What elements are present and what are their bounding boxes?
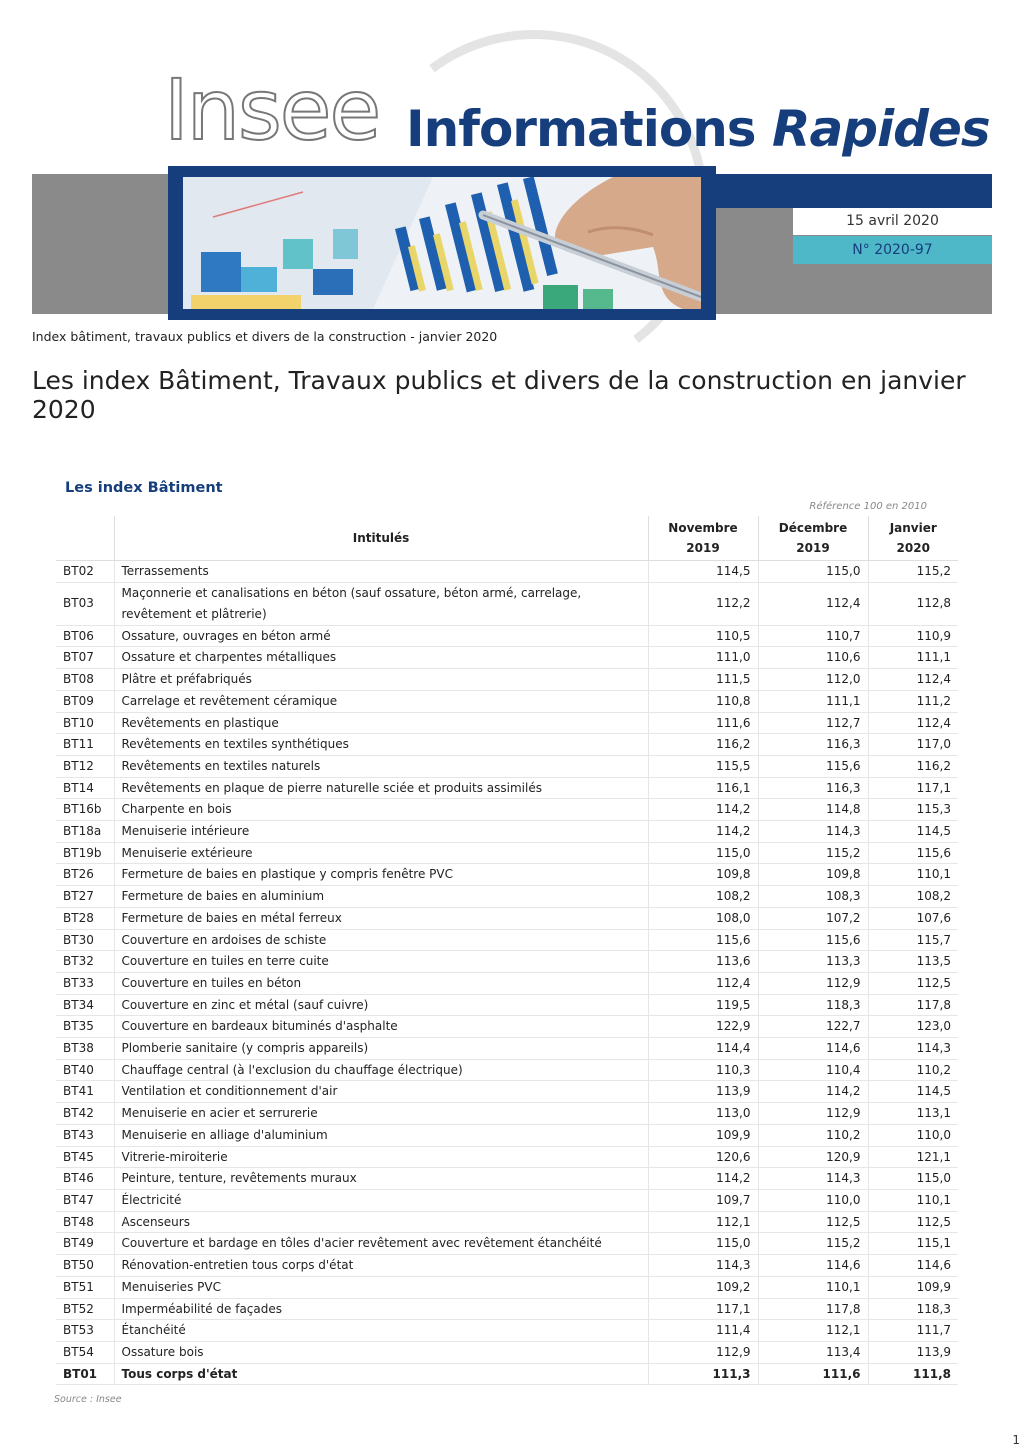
value-november-2019: 108,0: [648, 907, 758, 929]
chart-pen-illustration: [183, 177, 701, 309]
index-code: BT35: [56, 1016, 114, 1038]
index-label: Couverture en tuiles en béton: [114, 972, 648, 994]
index-label: Vitrerie-miroiterie: [114, 1146, 648, 1168]
value-january-2020: 112,5: [868, 1211, 958, 1233]
value-january-2020: 118,3: [868, 1298, 958, 1320]
header-blue-band: [715, 174, 992, 208]
table-row: [56, 972, 958, 994]
value-december-2019: 114,3: [758, 1168, 868, 1190]
index-code: BT34: [56, 994, 114, 1016]
value-january-2020: 114,3: [868, 1038, 958, 1060]
index-code: BT50: [56, 1255, 114, 1277]
table-row: [56, 821, 958, 843]
index-code: BT32: [56, 951, 114, 973]
index-code: BT53: [56, 1320, 114, 1342]
index-label: Revêtements en textiles synthétiques: [114, 734, 648, 756]
table-row: [56, 712, 958, 734]
value-december-2019: 111,6: [758, 1363, 868, 1385]
index-code: BT03: [56, 582, 114, 625]
index-code: BT09: [56, 690, 114, 712]
column-year: 2020: [896, 541, 930, 555]
index-label: Ossature et charpentes métalliques: [114, 647, 648, 669]
index-code: BT11: [56, 734, 114, 756]
publication-number: N° 2020-97: [793, 236, 992, 264]
value-january-2020: 116,2: [868, 755, 958, 777]
source-note: Source : Insee: [54, 1394, 122, 1405]
index-label: Ventilation et conditionnement d'air: [114, 1081, 648, 1103]
table-row: [56, 864, 958, 886]
brand-part2: Rapides: [771, 100, 990, 158]
value-december-2019: 115,6: [758, 755, 868, 777]
value-november-2019: 114,4: [648, 1038, 758, 1060]
value-january-2020: 115,3: [868, 799, 958, 821]
value-december-2019: 113,4: [758, 1341, 868, 1363]
index-label: Électricité: [114, 1189, 648, 1211]
value-january-2020: 117,8: [868, 994, 958, 1016]
table-row: [56, 1016, 958, 1038]
index-label: Imperméabilité de façades: [114, 1298, 648, 1320]
value-november-2019: 119,5: [648, 994, 758, 1016]
value-november-2019: 116,1: [648, 777, 758, 799]
reference-note: Référence 100 en 2010: [809, 501, 927, 512]
table-total-row: [56, 1363, 958, 1385]
value-november-2019: 113,0: [648, 1103, 758, 1125]
value-january-2020: 111,7: [868, 1320, 958, 1342]
label-column-header: Intitulés: [114, 516, 648, 561]
value-november-2019: 120,6: [648, 1146, 758, 1168]
value-december-2019: 107,2: [758, 907, 868, 929]
table-row: [56, 1059, 958, 1081]
value-january-2020: 114,5: [868, 1081, 958, 1103]
value-november-2019: 111,6: [648, 712, 758, 734]
value-november-2019: 112,2: [648, 582, 758, 625]
value-december-2019: 118,3: [758, 994, 868, 1016]
value-november-2019: 112,1: [648, 1211, 758, 1233]
value-january-2020: 108,2: [868, 886, 958, 908]
table-row: [56, 1233, 958, 1255]
table-row: [56, 1189, 958, 1211]
index-code: BT54: [56, 1341, 114, 1363]
index-code: BT10: [56, 712, 114, 734]
table-row: [56, 951, 958, 973]
value-january-2020: 123,0: [868, 1016, 958, 1038]
value-december-2019: 116,3: [758, 777, 868, 799]
index-code: BT18a: [56, 821, 114, 843]
index-code: BT07: [56, 647, 114, 669]
value-november-2019: 114,2: [648, 1168, 758, 1190]
index-code: BT01: [56, 1363, 114, 1385]
value-december-2019: 110,2: [758, 1124, 868, 1146]
index-code: BT02: [56, 561, 114, 583]
table-row: [56, 755, 958, 777]
value-november-2019: 109,7: [648, 1189, 758, 1211]
index-label: Rénovation-entretien tous corps d'état: [114, 1255, 648, 1277]
index-label: Couverture en tuiles en terre cuite: [114, 951, 648, 973]
value-january-2020: 117,1: [868, 777, 958, 799]
index-label: Couverture en ardoises de schiste: [114, 929, 648, 951]
value-november-2019: 110,3: [648, 1059, 758, 1081]
table-row: [56, 1146, 958, 1168]
value-january-2020: 111,2: [868, 690, 958, 712]
index-label: Menuiserie extérieure: [114, 842, 648, 864]
value-december-2019: 116,3: [758, 734, 868, 756]
value-november-2019: 114,5: [648, 561, 758, 583]
publication-date: 15 avril 2020: [793, 208, 992, 235]
column-year: 2019: [686, 541, 720, 555]
table-row: [56, 669, 958, 691]
table-row: [56, 1081, 958, 1103]
section-title: Les index Bâtiment: [65, 480, 223, 496]
value-december-2019: 110,4: [758, 1059, 868, 1081]
value-january-2020: 113,9: [868, 1341, 958, 1363]
value-november-2019: 113,9: [648, 1081, 758, 1103]
value-january-2020: 112,5: [868, 972, 958, 994]
value-january-2020: 107,6: [868, 907, 958, 929]
value-november-2019: 110,5: [648, 625, 758, 647]
value-november-2019: 110,8: [648, 690, 758, 712]
value-january-2020: 112,4: [868, 712, 958, 734]
index-code: BT46: [56, 1168, 114, 1190]
value-november-2019: 111,5: [648, 669, 758, 691]
column-year: 2019: [796, 541, 830, 555]
value-january-2020: 110,0: [868, 1124, 958, 1146]
index-label: Tous corps d'état: [114, 1363, 648, 1385]
value-december-2019: 112,4: [758, 582, 868, 625]
table-row: [56, 1320, 958, 1342]
index-label: Chauffage central (à l'exclusion du chauffage électrique): [114, 1059, 648, 1081]
value-january-2020: 112,4: [868, 669, 958, 691]
value-november-2019: 109,9: [648, 1124, 758, 1146]
value-december-2019: 110,7: [758, 625, 868, 647]
index-code: BT51: [56, 1276, 114, 1298]
value-january-2020: 117,0: [868, 734, 958, 756]
index-code: BT16b: [56, 799, 114, 821]
value-january-2020: 111,1: [868, 647, 958, 669]
index-code: BT12: [56, 755, 114, 777]
value-january-2020: 115,7: [868, 929, 958, 951]
table-row: [56, 886, 958, 908]
table-row: [56, 1168, 958, 1190]
value-december-2019: 122,7: [758, 1016, 868, 1038]
table-row: [56, 1124, 958, 1146]
value-january-2020: 115,6: [868, 842, 958, 864]
value-december-2019: 114,3: [758, 821, 868, 843]
table-row: [56, 777, 958, 799]
table-header-row: [56, 516, 958, 561]
value-november-2019: 115,0: [648, 1233, 758, 1255]
value-january-2020: 121,1: [868, 1146, 958, 1168]
value-december-2019: 110,0: [758, 1189, 868, 1211]
index-label: Ossature, ouvrages en béton armé: [114, 625, 648, 647]
index-label: Étanchéité: [114, 1320, 648, 1342]
value-december-2019: 110,1: [758, 1276, 868, 1298]
index-label: Peinture, tenture, revêtements muraux: [114, 1168, 648, 1190]
index-label: Menuiserie en alliage d'aluminium: [114, 1124, 648, 1146]
value-november-2019: 114,2: [648, 799, 758, 821]
value-december-2019: 112,9: [758, 1103, 868, 1125]
index-code: BT27: [56, 886, 114, 908]
index-label: Terrassements: [114, 561, 648, 583]
index-code: BT33: [56, 972, 114, 994]
table-row: [56, 561, 958, 583]
value-december-2019: 110,6: [758, 647, 868, 669]
value-november-2019: 111,4: [648, 1320, 758, 1342]
value-december-2019: 114,8: [758, 799, 868, 821]
value-january-2020: 114,5: [868, 821, 958, 843]
index-code: BT14: [56, 777, 114, 799]
table-row: [56, 1038, 958, 1060]
value-january-2020: 110,9: [868, 625, 958, 647]
value-december-2019: 115,6: [758, 929, 868, 951]
page-number: 1: [1012, 1433, 1020, 1447]
table-row: [56, 582, 958, 625]
index-label: Plomberie sanitaire (y compris appareils): [114, 1038, 648, 1060]
index-code: BT08: [56, 669, 114, 691]
index-code: BT52: [56, 1298, 114, 1320]
value-december-2019: 113,3: [758, 951, 868, 973]
value-january-2020: 115,2: [868, 561, 958, 583]
index-label: Menuiseries PVC: [114, 1276, 648, 1298]
value-december-2019: 117,8: [758, 1298, 868, 1320]
index-label: Couverture et bardage en tôles d'acier revêtement avec revêtement étanchéité: [114, 1233, 648, 1255]
table-row: [56, 929, 958, 951]
index-label: Carrelage et revêtement céramique: [114, 690, 648, 712]
header-banner-image: [168, 166, 716, 320]
value-november-2019: 109,2: [648, 1276, 758, 1298]
value-january-2020: 115,1: [868, 1233, 958, 1255]
index-label: Fermeture de baies en aluminium: [114, 886, 648, 908]
index-code: BT28: [56, 907, 114, 929]
value-november-2019: 111,3: [648, 1363, 758, 1385]
table-row: [56, 647, 958, 669]
document-title: Les index Bâtiment, Travaux publics et divers de la construction en janvier 2020: [32, 366, 966, 424]
index-code: BT48: [56, 1211, 114, 1233]
value-december-2019: 112,0: [758, 669, 868, 691]
table-row: [56, 1276, 958, 1298]
index-label: Menuiserie intérieure: [114, 821, 648, 843]
insee-logo: Insee: [164, 61, 380, 159]
index-code: BT26: [56, 864, 114, 886]
index-label: Menuiserie en acier et serrurerie: [114, 1103, 648, 1125]
value-december-2019: 114,6: [758, 1038, 868, 1060]
document-subtitle: Index bâtiment, travaux publics et divers de la construction - janvier 2020: [32, 329, 498, 344]
index-code: BT43: [56, 1124, 114, 1146]
code-column-header: [56, 516, 114, 561]
value-december-2019: 108,3: [758, 886, 868, 908]
value-january-2020: 110,2: [868, 1059, 958, 1081]
value-january-2020: 113,5: [868, 951, 958, 973]
value-november-2019: 108,2: [648, 886, 758, 908]
value-december-2019: 112,1: [758, 1320, 868, 1342]
table-row: [56, 734, 958, 756]
table-row: [56, 1103, 958, 1125]
index-label: Maçonnerie et canalisations en béton (sauf ossature, béton armé, carrelage, revêtement et plâtrerie): [114, 582, 648, 625]
index-label: Fermeture de baies en plastique y compris fenêtre PVC: [114, 864, 648, 886]
value-december-2019: 112,9: [758, 972, 868, 994]
brand-part1: Informations: [406, 100, 756, 158]
value-january-2020: 110,1: [868, 864, 958, 886]
table-row: [56, 842, 958, 864]
value-november-2019: 109,8: [648, 864, 758, 886]
table-row: [56, 1341, 958, 1363]
index-label: Revêtements en textiles naturels: [114, 755, 648, 777]
value-january-2020: 112,8: [868, 582, 958, 625]
table-row: [56, 690, 958, 712]
value-november-2019: 114,3: [648, 1255, 758, 1277]
index-label: Couverture en bardeaux bituminés d'asphalte: [114, 1016, 648, 1038]
table-row: [56, 994, 958, 1016]
table-row: [56, 907, 958, 929]
index-label: Revêtements en plastique: [114, 712, 648, 734]
index-label: Ossature bois: [114, 1341, 648, 1363]
column-header-november: [648, 516, 758, 561]
index-code: BT19b: [56, 842, 114, 864]
value-january-2020: 109,9: [868, 1276, 958, 1298]
value-november-2019: 115,5: [648, 755, 758, 777]
value-november-2019: 122,9: [648, 1016, 758, 1038]
index-label: Couverture en zinc et métal (sauf cuivre): [114, 994, 648, 1016]
table-row: [56, 799, 958, 821]
value-january-2020: 110,1: [868, 1189, 958, 1211]
value-december-2019: 112,5: [758, 1211, 868, 1233]
index-code: BT47: [56, 1189, 114, 1211]
index-label: Plâtre et préfabriqués: [114, 669, 648, 691]
table-body: [56, 561, 958, 1385]
column-month: Janvier: [889, 521, 937, 535]
value-november-2019: 114,2: [648, 821, 758, 843]
value-november-2019: 112,4: [648, 972, 758, 994]
value-january-2020: 114,6: [868, 1255, 958, 1277]
table-row: [56, 1255, 958, 1277]
column-header-january: [868, 516, 958, 561]
value-december-2019: 115,0: [758, 561, 868, 583]
value-november-2019: 112,9: [648, 1341, 758, 1363]
value-november-2019: 117,1: [648, 1298, 758, 1320]
value-november-2019: 116,2: [648, 734, 758, 756]
value-january-2020: 111,8: [868, 1363, 958, 1385]
value-december-2019: 115,2: [758, 842, 868, 864]
column-month: Novembre: [668, 521, 738, 535]
index-label: Ascenseurs: [114, 1211, 648, 1233]
value-november-2019: 115,0: [648, 842, 758, 864]
index-code: BT42: [56, 1103, 114, 1125]
value-november-2019: 111,0: [648, 647, 758, 669]
value-december-2019: 115,2: [758, 1233, 868, 1255]
column-month: Décembre: [778, 521, 848, 535]
value-november-2019: 113,6: [648, 951, 758, 973]
index-label: Charpente en bois: [114, 799, 648, 821]
value-december-2019: 109,8: [758, 864, 868, 886]
value-december-2019: 120,9: [758, 1146, 868, 1168]
index-code: BT41: [56, 1081, 114, 1103]
value-november-2019: 115,6: [648, 929, 758, 951]
index-code: BT30: [56, 929, 114, 951]
value-december-2019: 111,1: [758, 690, 868, 712]
index-code: BT45: [56, 1146, 114, 1168]
table-row: [56, 1298, 958, 1320]
value-january-2020: 115,0: [868, 1168, 958, 1190]
index-code: BT06: [56, 625, 114, 647]
publication-brand: [406, 100, 990, 158]
value-december-2019: 112,7: [758, 712, 868, 734]
column-header-december: [758, 516, 868, 561]
index-code: BT38: [56, 1038, 114, 1060]
value-january-2020: 113,1: [868, 1103, 958, 1125]
index-label: Revêtements en plaque de pierre naturelle sciée et produits assimilés: [114, 777, 648, 799]
table-row: [56, 625, 958, 647]
index-code: BT40: [56, 1059, 114, 1081]
value-december-2019: 114,2: [758, 1081, 868, 1103]
index-label: Fermeture de baies en métal ferreux: [114, 907, 648, 929]
index-table: [56, 516, 958, 1385]
table-row: [56, 1211, 958, 1233]
index-code: BT49: [56, 1233, 114, 1255]
value-december-2019: 114,6: [758, 1255, 868, 1277]
